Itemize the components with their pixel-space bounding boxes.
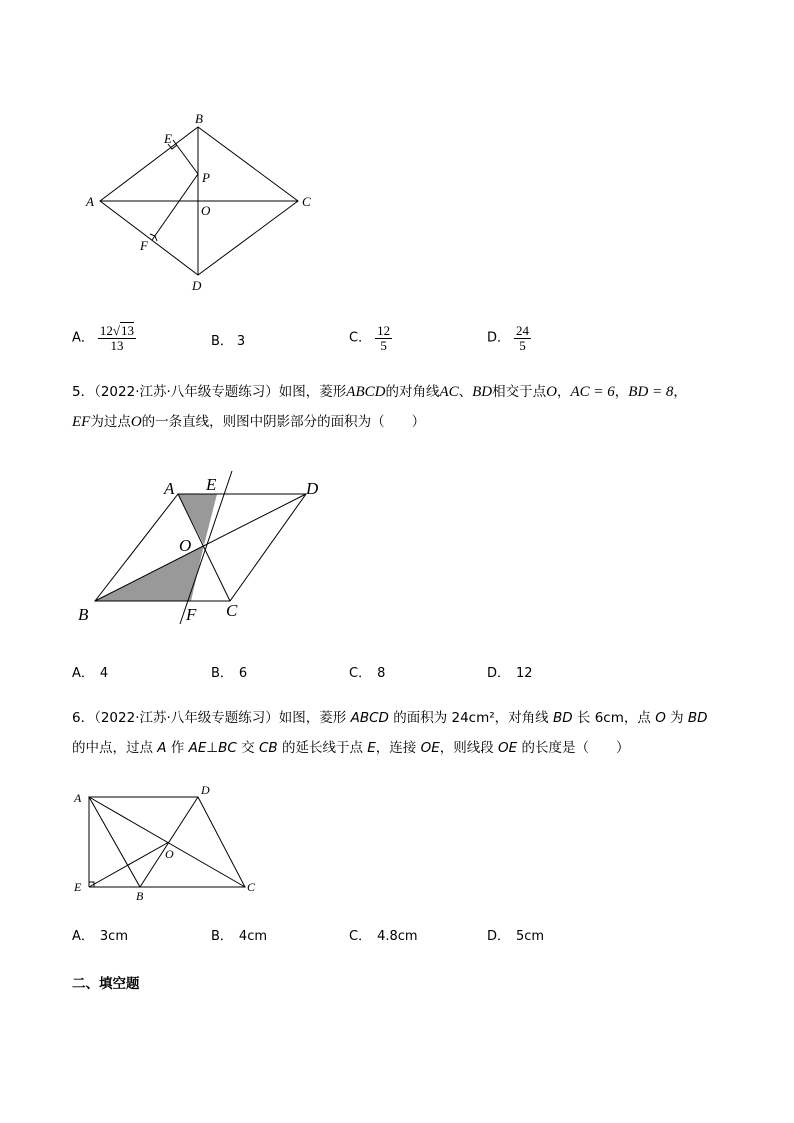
q5-option-d[interactable] xyxy=(487,666,533,682)
q6-line-2 xyxy=(72,733,732,763)
q6-option-c-label: C． xyxy=(349,929,372,944)
q4-option-c-label: C． xyxy=(349,330,372,346)
q5-option-a-value: 4 xyxy=(99,666,109,681)
q6-bc: BC xyxy=(218,740,237,756)
q6-label-d: D xyxy=(201,783,210,797)
q6-text-2g: 的长度是（ ） xyxy=(517,740,630,756)
q6-label-b: B xyxy=(136,889,144,903)
q5-number: 5． xyxy=(72,384,95,400)
q5-comma-3: ， xyxy=(673,384,687,400)
q6-text-2e: ，连接 xyxy=(375,740,421,756)
q4-label-o: O xyxy=(201,203,211,218)
q6-perp: ⊥ xyxy=(206,740,219,756)
q5-sep: 、 xyxy=(458,384,473,400)
q5-o-2: O xyxy=(130,414,142,430)
q6-cb: CB xyxy=(258,740,278,756)
q6-option-d-value: 5cm xyxy=(516,929,545,944)
q4-label-b: B xyxy=(195,111,203,126)
q5-line-2 xyxy=(72,407,732,437)
q5-text-2a: 为过点 xyxy=(90,414,131,430)
q6-text-1b: 的面积为 24cm²，对角线 xyxy=(388,710,553,726)
q5-label-f: F xyxy=(186,605,197,624)
q6-option-a[interactable] xyxy=(72,929,128,945)
q4-option-a-radicand: 13 xyxy=(121,323,135,338)
q5-label-o: O xyxy=(179,536,192,555)
q4-option-c-den: 5 xyxy=(380,338,387,353)
q5-o: O xyxy=(546,384,557,400)
q4-option-d-label: D． xyxy=(487,330,511,346)
q6-option-d[interactable] xyxy=(487,929,544,945)
q5-label-d: D xyxy=(306,479,319,498)
q4-label-e: E xyxy=(164,131,172,146)
q6-option-b-value: 4cm xyxy=(238,929,268,944)
q5-abcd: ABCD xyxy=(346,384,386,400)
q6-option-d-label: D． xyxy=(487,929,511,944)
q6-label-o: O xyxy=(165,847,174,861)
q4-option-b-value: 3 xyxy=(236,334,246,349)
q5-text-2b: 的一条直线，则图中阴影部分的面积为（ ） xyxy=(141,414,426,430)
q4-option-c[interactable] xyxy=(349,324,392,353)
q4-label-d: D xyxy=(192,278,202,293)
q5-ef: EF xyxy=(72,414,91,430)
q5-ac-eq: AC = 6 xyxy=(570,384,615,400)
q6-label-c: C xyxy=(247,880,256,894)
q6-text-1d: 为 xyxy=(665,710,688,726)
q6-label-a: A xyxy=(74,791,82,805)
q5-option-b-label: B． xyxy=(211,666,233,681)
q4-label-p: P xyxy=(202,170,210,185)
q6-text-2f: ，则线段 xyxy=(439,740,499,756)
q6-text-2a: 的中点，过点 xyxy=(72,740,158,756)
q5-bd-eq: BD = 8 xyxy=(628,384,674,400)
q6-figure xyxy=(70,780,270,905)
q5-option-a[interactable] xyxy=(72,666,108,682)
q6-segment-oe xyxy=(89,842,169,887)
q6-bd: BD xyxy=(552,710,573,726)
q6-option-b[interactable] xyxy=(211,929,267,945)
q5-text-1c: 相交于点 xyxy=(492,384,547,400)
q5-label-c: C xyxy=(226,601,238,620)
q4-option-d-fraction xyxy=(514,324,531,353)
q4-option-a[interactable] xyxy=(72,324,136,353)
q4-label-c: C xyxy=(302,194,311,209)
q6-option-a-value: 3cm xyxy=(99,929,128,944)
q4-figure xyxy=(80,112,320,292)
q5-option-d-label: D． xyxy=(487,666,511,681)
q5-text-1b: 的对角线 xyxy=(385,384,440,400)
q6-a: A xyxy=(157,740,167,756)
q5-label-e: E xyxy=(206,475,217,494)
q6-ae: AE xyxy=(188,740,207,756)
q4-option-a-fraction: $\frac{12√13}{13}$ xyxy=(99,323,135,353)
q5-option-b[interactable] xyxy=(211,666,247,682)
q6-oe-2: OE xyxy=(498,740,518,756)
q4-option-a-coef: 12 xyxy=(99,323,113,338)
q5-figure xyxy=(70,466,340,628)
q6-line-1 xyxy=(72,703,732,733)
q5-label-a: A xyxy=(164,479,175,498)
q5-label-b: B xyxy=(78,605,89,624)
q6-text-1a: 如图，菱形 xyxy=(278,710,351,726)
q6-text xyxy=(72,703,732,763)
q6-option-c-value: 4.8cm xyxy=(377,929,418,944)
q6-bd-2: BD xyxy=(687,710,708,726)
q5-line-1 xyxy=(72,377,732,407)
q6-e: E xyxy=(367,740,376,756)
q4-label-a: A xyxy=(86,194,94,209)
q5-option-c-value: 8 xyxy=(377,666,386,681)
q6-text-2b: 作 xyxy=(166,740,189,756)
q5-text-1a: 如图，菱形 xyxy=(278,384,347,400)
q5-ac: AC xyxy=(439,384,459,400)
q5-option-a-label: A． xyxy=(72,666,94,681)
q5-option-c[interactable] xyxy=(349,666,385,682)
q4-option-d[interactable] xyxy=(487,324,531,353)
q6-text-1c: 长 6cm，点 xyxy=(572,710,656,726)
q4-option-b-label: B． xyxy=(211,334,233,349)
q6-abcd: ABCD xyxy=(350,710,389,726)
q4-option-a-label: A． xyxy=(72,330,94,346)
q5-option-c-label: C． xyxy=(349,666,372,681)
q6-number: 6． xyxy=(72,710,95,726)
q5-source: （2022·江苏·八年级专题练习） xyxy=(94,384,279,400)
q6-o: O xyxy=(655,710,666,726)
q4-option-c-num: 12 xyxy=(377,323,391,338)
q4-option-a-den: 13 xyxy=(110,338,124,353)
q6-option-b-label: B． xyxy=(211,929,233,944)
q6-text-2d: 的延长线于点 xyxy=(277,740,368,756)
q5-text xyxy=(72,377,732,437)
q4-option-d-num: 24 xyxy=(516,323,530,338)
q5-bd: BD xyxy=(472,384,493,400)
q6-text-2c: 交 xyxy=(236,740,259,756)
q4-label-f: F xyxy=(140,238,148,253)
q4-segment-pf xyxy=(152,174,198,240)
q4-option-c-fraction xyxy=(375,324,392,353)
q6-option-c[interactable] xyxy=(349,929,418,945)
q6-option-a-label: A． xyxy=(72,929,94,944)
q5-comma-2: ， xyxy=(614,384,629,400)
q4-option-b[interactable] xyxy=(211,334,245,350)
q6-source: （2022·江苏·八年级专题练习） xyxy=(94,710,279,726)
q5-option-d-value: 12 xyxy=(516,666,533,681)
q6-label-e: E xyxy=(74,880,82,894)
section-heading-fill-in: 二、填空题 xyxy=(72,976,140,992)
q6-oe: OE xyxy=(420,740,440,756)
q4-option-d-den: 5 xyxy=(519,338,526,353)
q5-option-b-value: 6 xyxy=(238,666,248,681)
q5-comma-1: ， xyxy=(556,384,571,400)
